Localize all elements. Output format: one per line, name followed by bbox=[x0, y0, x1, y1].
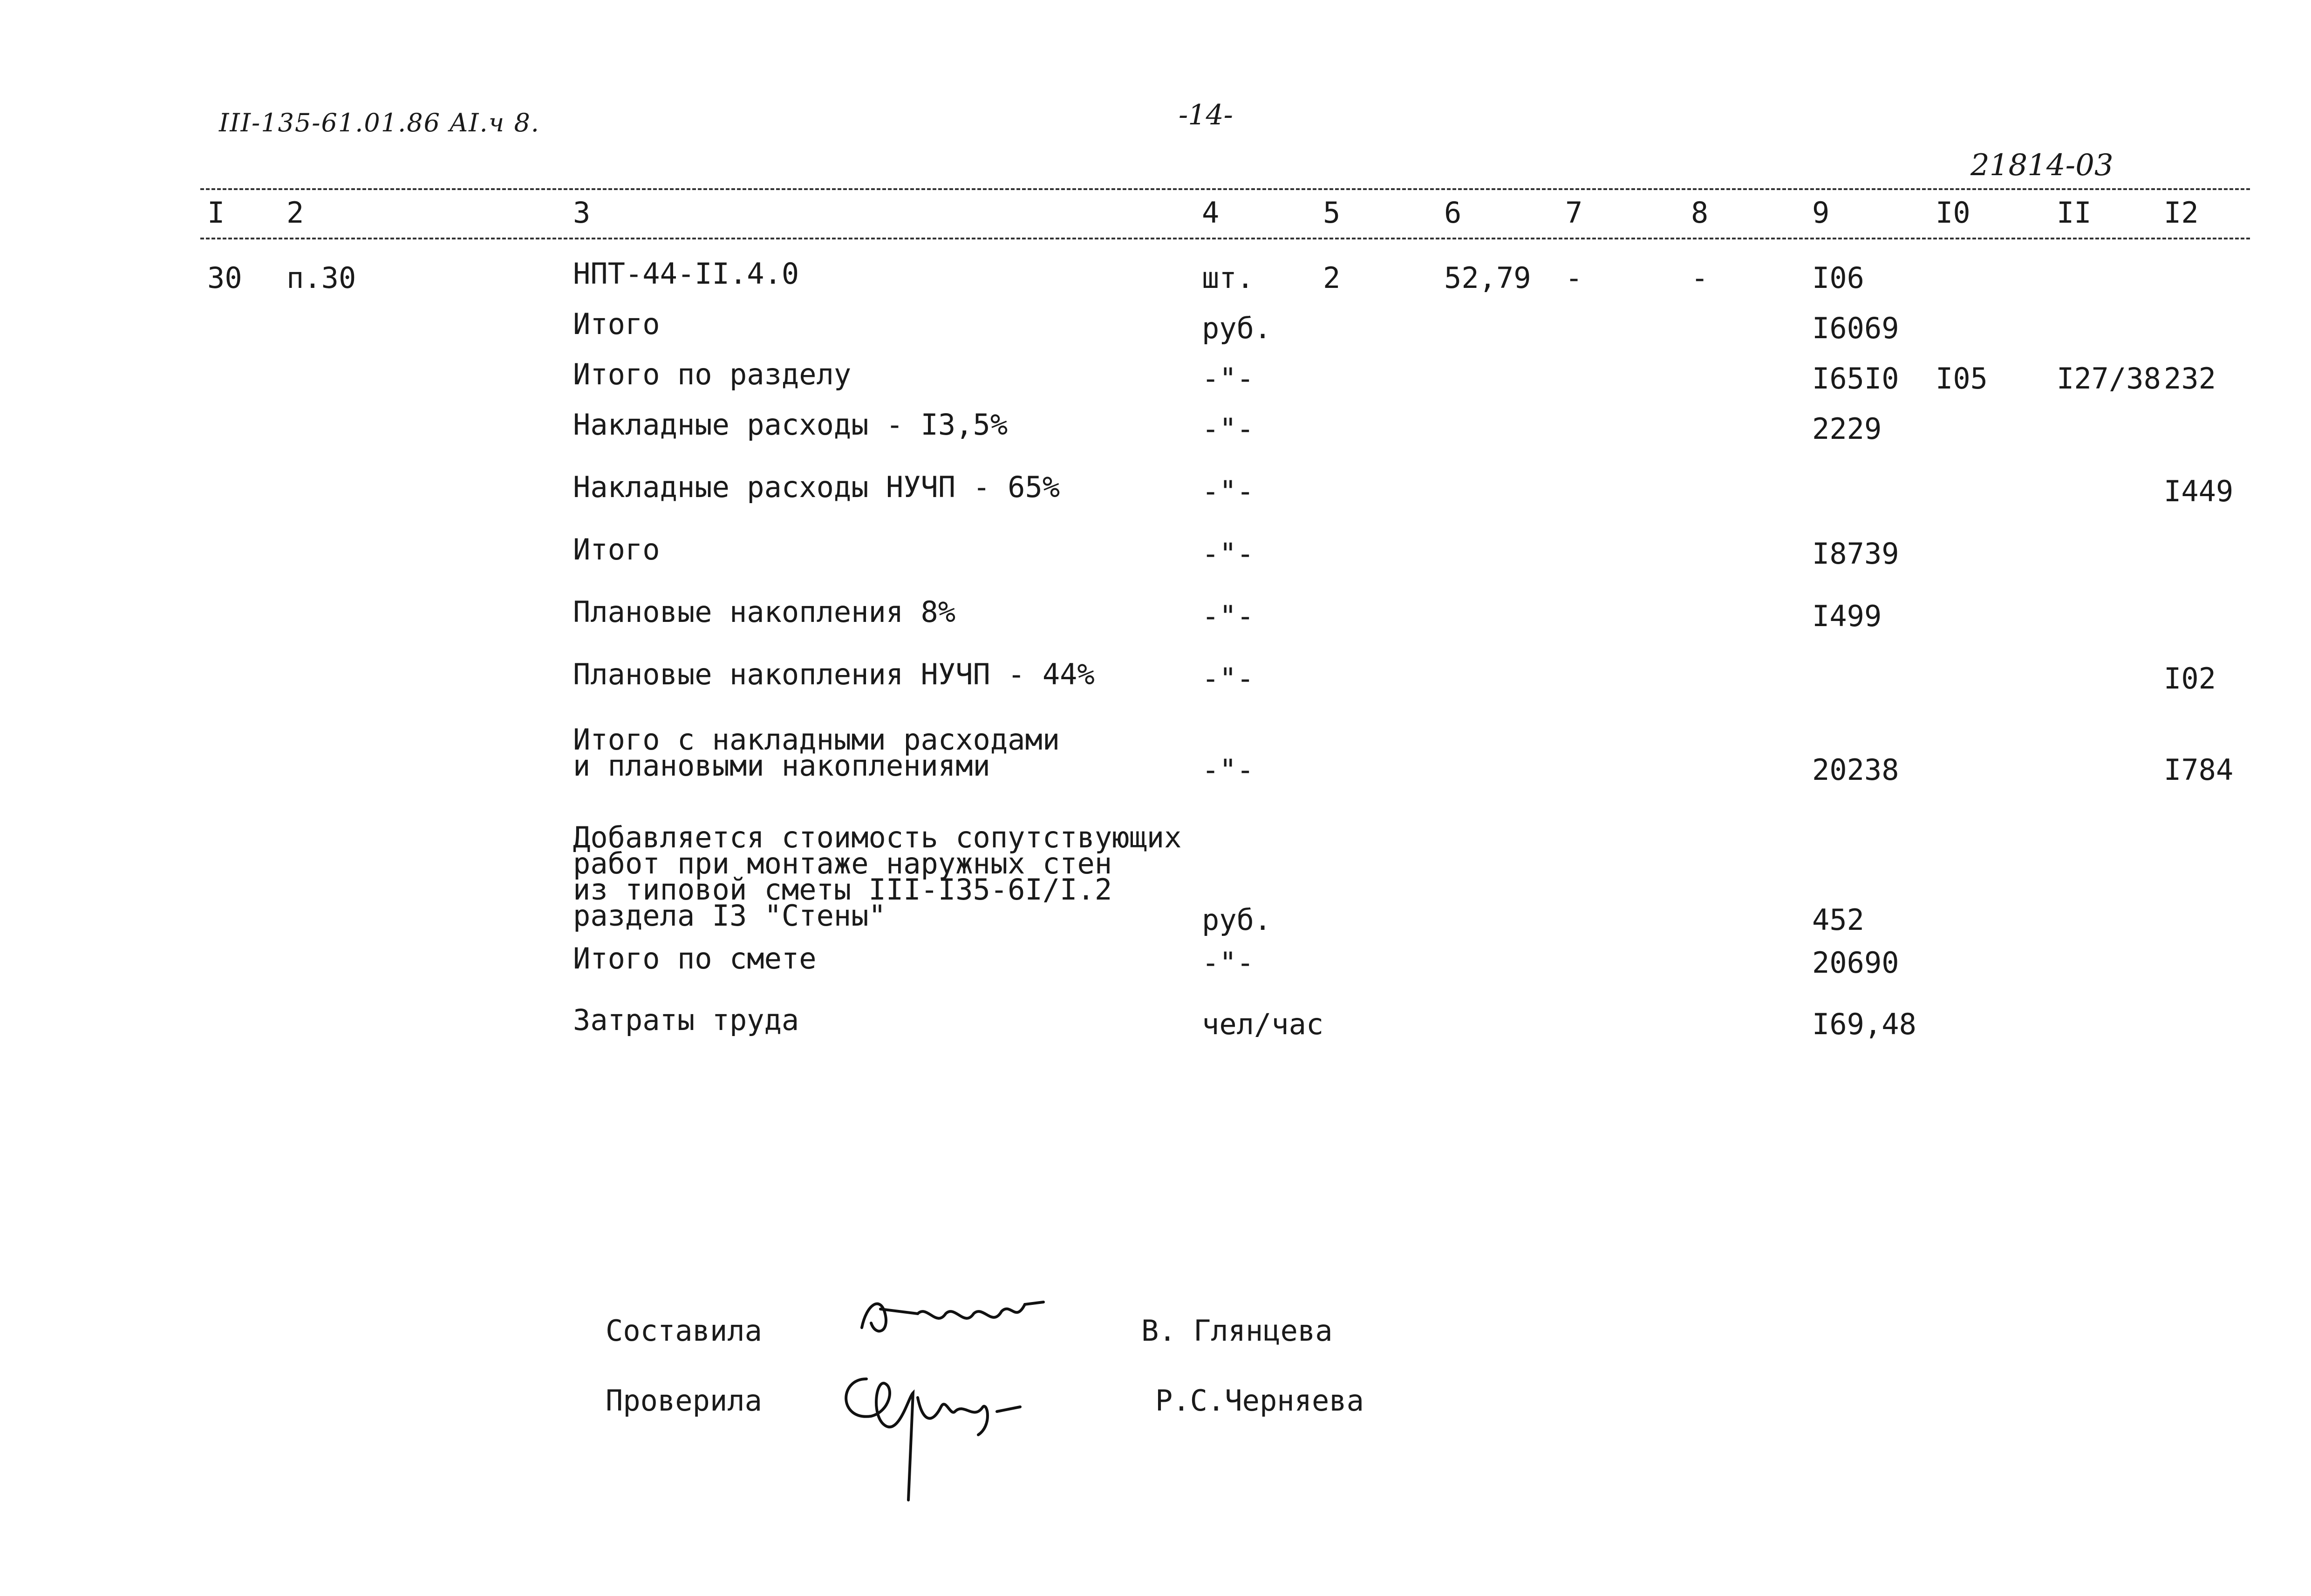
signature-role-checked: Проверила bbox=[606, 1384, 762, 1418]
table-cell-col-12: I784 bbox=[2164, 753, 2234, 787]
table-cell-col-9: I06 bbox=[1812, 261, 1864, 295]
table-cell-col-9: 2229 bbox=[1812, 412, 1882, 446]
table-cell-col-3: Итого bbox=[573, 307, 660, 341]
table-cell-col-3: Итого по смете bbox=[573, 941, 817, 975]
table-cell-col-6: 52,79 bbox=[1444, 261, 1531, 295]
table-cell-col-9: I499 bbox=[1812, 599, 1882, 633]
table-cell-col-4: -"- bbox=[1202, 361, 1254, 396]
table-cell-col-4: -"- bbox=[1202, 662, 1254, 696]
table-cell-col-4: чел/час bbox=[1202, 1007, 1324, 1041]
table-cell-col-12: I449 bbox=[2164, 474, 2234, 508]
table-cell-col-4: руб. bbox=[1202, 311, 1272, 345]
page-number: -14- bbox=[1179, 99, 1233, 131]
table-cell-col-9: I6069 bbox=[1812, 311, 1899, 345]
signature-role-compiled: Составила bbox=[606, 1314, 762, 1348]
column-header: 8 bbox=[1691, 196, 1709, 230]
table-cell-col-9: I65I0 bbox=[1812, 361, 1899, 396]
table-cell-col-3: Итого с накладными расходами и плановыми накоплениями bbox=[573, 723, 1060, 783]
table-cell-col-4: -"- bbox=[1202, 753, 1254, 787]
table-cell-col-4: шт. bbox=[1202, 261, 1254, 295]
handwritten-signature-1 bbox=[848, 1286, 1048, 1346]
signature-name-compiled: В. Глянцева bbox=[1141, 1314, 1333, 1348]
table-cell-col-8: - bbox=[1691, 261, 1709, 295]
column-header: 6 bbox=[1444, 196, 1462, 230]
table-cell-col-3: НПТ-44-II.4.0 bbox=[573, 257, 799, 291]
table-cell-col-10: I05 bbox=[1936, 361, 1988, 396]
table-cell-col-3: Добавляется стоимость сопутствующих работ при монтаже наружных стен из типовой сметы III-I35-6I/I.2 раздела I3 "Стены" bbox=[573, 820, 1182, 933]
table-cell-col-3: Итого по разделу bbox=[573, 357, 852, 391]
table-cell-col-7: - bbox=[1565, 261, 1583, 295]
table-cell-col-11: I27/38 bbox=[2057, 361, 2161, 396]
document-code: III-135-61.01.86 AI.ч 8. bbox=[219, 108, 540, 137]
table-cell-col-9: 452 bbox=[1812, 903, 1864, 937]
table-cell-col-3: Итого bbox=[573, 532, 660, 566]
table-cell-col-9: I69,48 bbox=[1812, 1007, 1916, 1041]
table-cell-col-9: 20238 bbox=[1812, 753, 1899, 787]
table-cell-col-3: Накладные расходы НУЧП - 65% bbox=[573, 470, 1060, 504]
table-cell-col-4: -"- bbox=[1202, 537, 1254, 571]
table-cell-col-12: I02 bbox=[2164, 662, 2216, 696]
table-cell-col-1: 30 bbox=[207, 261, 242, 295]
table-cell-col-3: Накладные расходы - I3,5% bbox=[573, 408, 1008, 442]
column-header: I0 bbox=[1936, 196, 1970, 230]
table-cell-col-4: -"- bbox=[1202, 599, 1254, 633]
table-cell-col-3: Затраты труда bbox=[573, 1003, 799, 1037]
column-header: 3 bbox=[573, 196, 591, 230]
inventory-stamp: 21814-03 bbox=[1970, 148, 2113, 183]
table-cell-col-3: Плановые накопления 8% bbox=[573, 595, 956, 629]
table-cell-col-5: 2 bbox=[1323, 261, 1341, 295]
column-header: 9 bbox=[1812, 196, 1830, 230]
column-header: II bbox=[2057, 196, 2092, 230]
table-cell-col-4: -"- bbox=[1202, 474, 1254, 508]
table-cell-col-4: -"- bbox=[1202, 412, 1254, 446]
table-cell-col-2: п.30 bbox=[286, 261, 356, 295]
table-cell-col-4: руб. bbox=[1202, 903, 1272, 937]
table-cell-col-9: 20690 bbox=[1812, 946, 1899, 980]
table-cell-col-4: -"- bbox=[1202, 946, 1254, 980]
column-header: I2 bbox=[2164, 196, 2199, 230]
column-header: 7 bbox=[1565, 196, 1583, 230]
column-header: I bbox=[207, 196, 225, 230]
table-top-rule bbox=[200, 188, 2250, 190]
table-cell-col-3: Плановые накопления НУЧП - 44% bbox=[573, 657, 1095, 691]
table-cell-col-9: I8739 bbox=[1812, 537, 1899, 571]
signature-name-checked: Р.С.Черняева bbox=[1155, 1384, 1364, 1418]
table-cell-col-12: 232 bbox=[2164, 361, 2216, 396]
column-header: 4 bbox=[1202, 196, 1220, 230]
column-header: 2 bbox=[286, 196, 304, 230]
column-header: 5 bbox=[1323, 196, 1341, 230]
table-header-rule bbox=[200, 238, 2250, 239]
handwritten-signature-2 bbox=[834, 1360, 1034, 1514]
